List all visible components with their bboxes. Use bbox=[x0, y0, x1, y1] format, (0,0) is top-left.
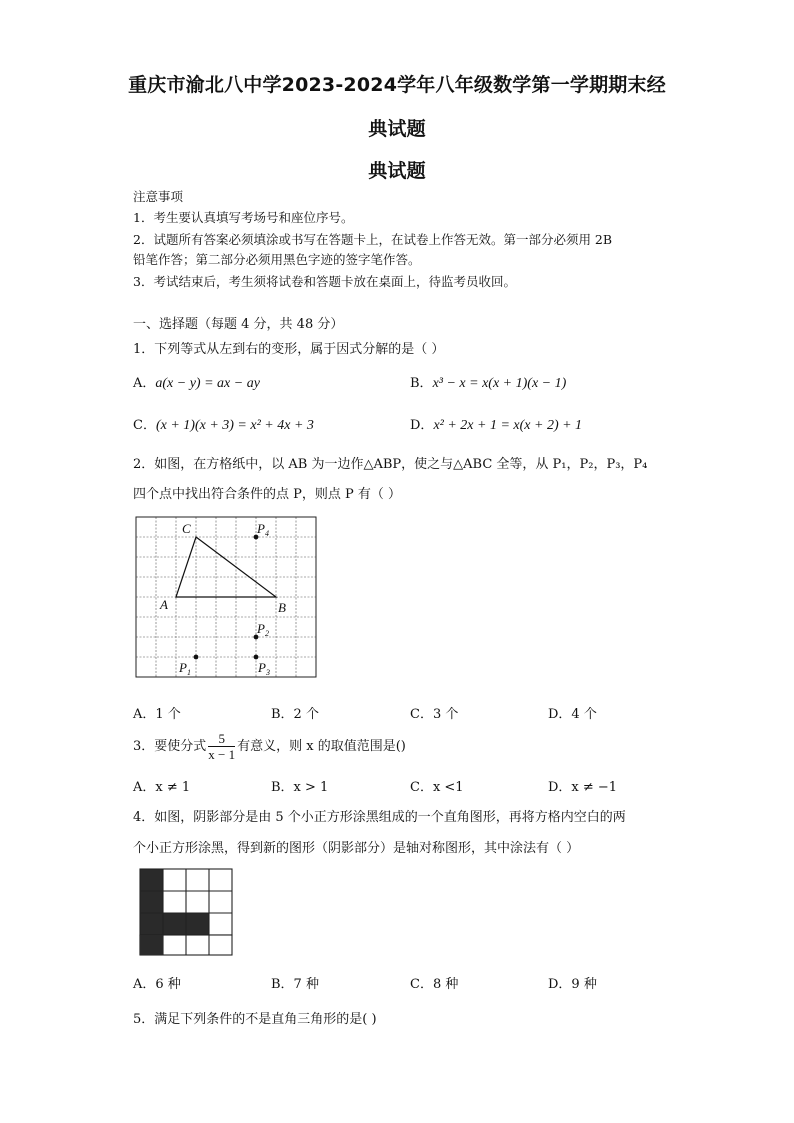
section-title: 一、选择题（每题 4 分，共 48 分） bbox=[133, 317, 344, 332]
q2-stem-line-1: 2．如图，在方格纸中，以 AB 为一边作△ABP，使之与△ABC 全等，从 P₁，P₂，P₃，P₄ bbox=[133, 457, 648, 472]
label-p4: $P_4$ bbox=[257, 521, 269, 538]
shaded-square-r3c1 bbox=[140, 913, 163, 935]
q1-option-a bbox=[133, 372, 260, 392]
q1-option-a-label: A． bbox=[133, 376, 156, 391]
label-p3: $P_3$ bbox=[258, 660, 270, 677]
q4-option-c: C．8 种 bbox=[410, 977, 459, 992]
q2-option-d: D．4 个 bbox=[548, 707, 597, 722]
triangle-abc bbox=[176, 537, 276, 597]
exam-title-line-3: 典试题 bbox=[368, 160, 426, 182]
label-a: A bbox=[160, 597, 168, 612]
q1-option-b-formula: x³ − x = x(x + 1)(x − 1) bbox=[432, 376, 567, 391]
q4-grid-figure bbox=[137, 866, 235, 958]
shaded-square-r3c3 bbox=[186, 913, 209, 935]
q4-stem-line-2: 个小正方形涂黑，得到新的图形（阴影部分）是轴对称图形，其中涂法有（ ） bbox=[133, 841, 580, 856]
q1-option-d-formula: x² + 2x + 1 = x(x + 2) + 1 bbox=[433, 418, 583, 433]
exam-title-line-2: 典试题 bbox=[368, 118, 426, 140]
q3-stem-post: 有意义，则 x 的取值范围是() bbox=[237, 739, 406, 754]
notice-item-3: 3．考试结束后，考生须将试卷和答题卡放在桌面上，待监考员收回。 bbox=[133, 274, 516, 289]
q2-grid-figure bbox=[133, 514, 319, 680]
notice-heading: 注意事项 bbox=[133, 189, 184, 204]
label-p1: $P_1$ bbox=[179, 660, 191, 677]
q3-option-d: D．x ≠ −1 bbox=[548, 780, 618, 795]
q3-fraction-denominator: x − 1 bbox=[208, 747, 236, 762]
q1-option-b-label: B． bbox=[410, 376, 433, 391]
q4-option-b: B．7 种 bbox=[271, 977, 319, 992]
q4-stem-line-1: 4．如图，阴影部分是由 5 个小正方形涂黑组成的一个直角图形，再将方格内空白的两 bbox=[133, 810, 626, 825]
notice-item-1: 1．考生要认真填写考场号和座位序号。 bbox=[133, 210, 354, 225]
q3-stem bbox=[133, 731, 406, 762]
q1-stem: 1．下列等式从左到右的变形，属于因式分解的是（ ） bbox=[133, 342, 445, 357]
shaded-square-r3c2 bbox=[163, 913, 186, 935]
q3-option-b: B．x > 1 bbox=[271, 780, 329, 795]
q5-stem: 5．满足下列条件的不是直角三角形的是( ) bbox=[133, 1012, 377, 1027]
label-p2: $P_2$ bbox=[257, 621, 269, 638]
q1-option-c-label: C． bbox=[133, 418, 156, 433]
notice-item-2b: 铅笔作答；第二部分必须用黑色字迹的签字笔作答。 bbox=[133, 252, 421, 267]
q2-option-c: C．3 个 bbox=[410, 707, 459, 722]
shaded-square-r4c1 bbox=[140, 935, 163, 955]
notice-item-2a: 2．试题所有答案必须填涂或书写在答题卡上，在试卷上作答无效。第一部分必须用 2B bbox=[133, 232, 613, 247]
q2-stem-line-2: 四个点中找出符合条件的点 P，则点 P 有（ ） bbox=[133, 487, 402, 502]
shaded-square-r2c1 bbox=[140, 891, 163, 913]
q1-option-b bbox=[410, 372, 566, 392]
q1-option-a-formula: a(x − y) = ax − ay bbox=[155, 376, 260, 391]
q4-option-a: A．6 种 bbox=[133, 977, 181, 992]
q3-fraction bbox=[208, 731, 235, 762]
label-c: C bbox=[182, 521, 191, 536]
q1-option-c bbox=[133, 414, 314, 434]
q3-option-c: C．x <1 bbox=[410, 780, 464, 795]
point-p1 bbox=[194, 655, 199, 660]
q3-option-a: A．x ≠ 1 bbox=[133, 780, 191, 795]
label-b: B bbox=[278, 600, 286, 615]
q2-option-a: A．1 个 bbox=[133, 707, 181, 722]
q2-option-b: B．2 个 bbox=[271, 707, 319, 722]
point-p3 bbox=[254, 655, 259, 660]
q3-fraction-numerator: 5 bbox=[208, 731, 235, 747]
q1-option-d-label: D． bbox=[410, 418, 434, 433]
exam-title-line-1: 重庆市渝北八中学2023-2024学年八年级数学第一学期期末经 bbox=[128, 74, 666, 96]
q4-option-d: D．9 种 bbox=[548, 977, 597, 992]
q1-option-d bbox=[410, 414, 582, 434]
q1-option-c-formula: (x + 1)(x + 3) = x² + 4x + 3 bbox=[155, 418, 314, 433]
q3-stem-pre: 3．要使分式 bbox=[133, 739, 207, 754]
shaded-square-r1c1 bbox=[140, 869, 163, 891]
